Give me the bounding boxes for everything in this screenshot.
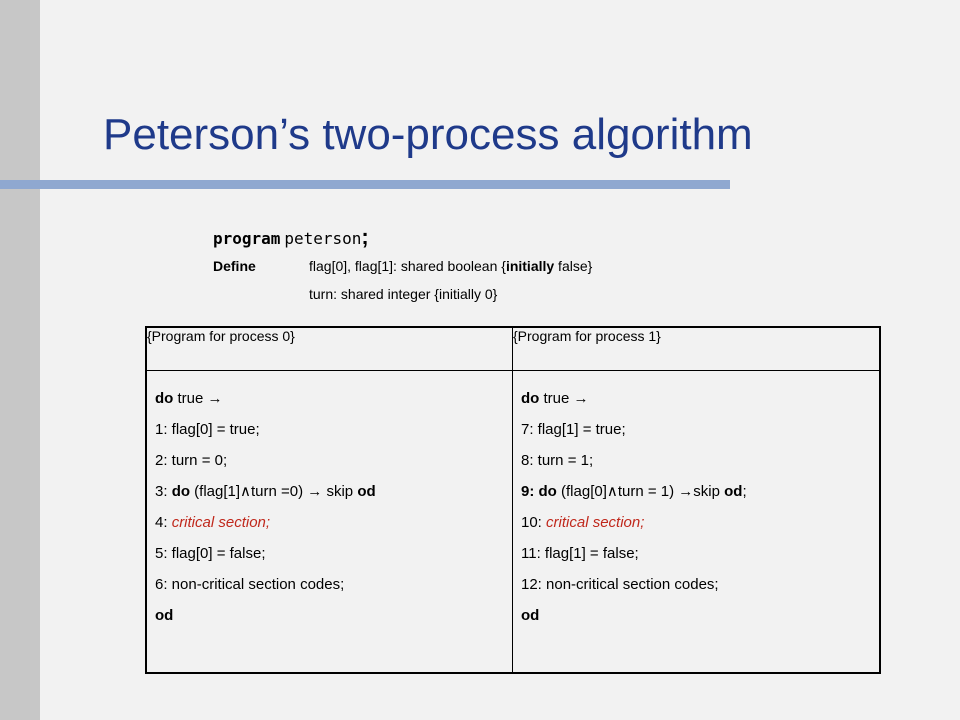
table-body-row — [146, 371, 880, 674]
code-line: 11: flag[1] = false; — [521, 545, 639, 562]
code-text: 3: — [155, 483, 172, 500]
code-line — [513, 476, 879, 507]
code-text: (flag[0]∧turn = 1) →skip — [556, 483, 725, 500]
code-line — [147, 507, 512, 538]
code-line: 6: non-critical section codes; — [155, 576, 345, 593]
code-line: 12: non-critical section codes; — [521, 576, 719, 593]
code-line — [513, 383, 879, 414]
code-text: true → — [539, 390, 589, 407]
od-keyword: od — [155, 607, 174, 624]
program-line — [213, 222, 592, 252]
od-keyword: od — [724, 483, 743, 500]
code-line: 2: turn = 0; — [155, 452, 228, 469]
code-text: 4: — [155, 514, 172, 531]
code-line: 7: flag[1] = true; — [521, 421, 626, 438]
od-keyword: od — [521, 607, 540, 624]
header-process-1: {Program for process 1} — [513, 327, 881, 371]
program-keyword: program — [213, 229, 281, 248]
process-code-table — [145, 326, 881, 674]
program-definition — [213, 222, 592, 308]
define-line-1 — [213, 252, 592, 280]
do-keyword: do — [538, 483, 557, 500]
code-line — [147, 476, 512, 507]
program-name: peterson — [284, 229, 362, 248]
define-flags-post: false} — [554, 258, 593, 274]
title-underline-bar — [0, 180, 730, 189]
header-process-0: {Program for process 0} — [146, 327, 513, 371]
od-keyword: od — [357, 483, 376, 500]
define-keyword: Define — [213, 258, 256, 274]
left-decor-bar — [0, 0, 40, 720]
do-keyword: do — [155, 390, 174, 407]
define-flags-pre: flag[0], flag[1]: shared boolean { — [309, 258, 506, 274]
process-0-code — [146, 371, 513, 674]
code-text: (flag[1]∧turn =0) → skip — [190, 483, 358, 500]
code-line: 1: flag[0] = true; — [155, 421, 260, 438]
code-line: 5: flag[0] = false; — [155, 545, 266, 562]
program-semicolon: ; — [361, 224, 369, 249]
slide-title: Peterson’s two-process algorithm — [103, 110, 753, 159]
code-line — [147, 383, 512, 414]
process-1-code — [513, 371, 881, 674]
define-turn: turn: shared integer {initially 0} — [309, 286, 498, 302]
table-header-row — [146, 327, 880, 371]
code-text: true → — [173, 390, 223, 407]
define-line-2 — [213, 280, 592, 308]
code-text: 10: — [521, 514, 547, 531]
code-text: ; — [742, 483, 747, 500]
define-initially-keyword: initially — [505, 258, 555, 274]
code-text: 9: — [521, 483, 539, 500]
do-keyword: do — [171, 483, 191, 500]
code-line: 8: turn = 1; — [521, 452, 594, 469]
code-line — [513, 507, 879, 538]
do-keyword: do — [521, 390, 540, 407]
critical-section-label: critical section; — [171, 514, 271, 531]
critical-section-label: critical section; — [546, 514, 645, 531]
